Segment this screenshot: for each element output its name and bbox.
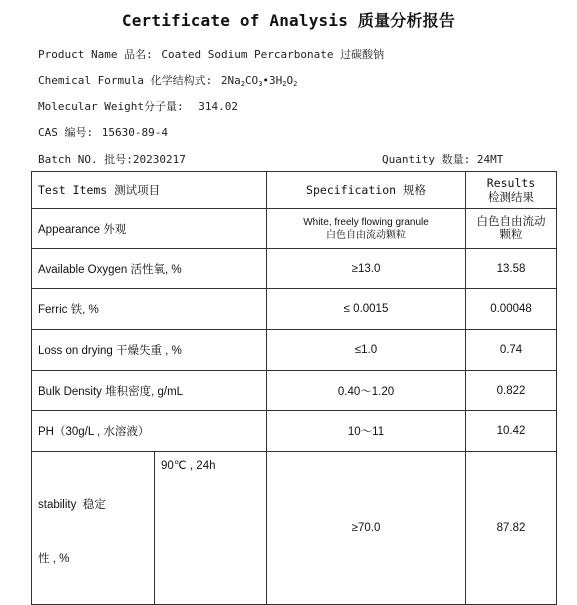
row-result: 87.82 [466, 452, 557, 605]
row-result: 0.00048 [466, 289, 557, 330]
row-spec: ≥70.0 [267, 452, 466, 605]
row-spec: White, freely flowing granule 白色自由流动颗粒 [267, 209, 466, 249]
product-name-label: Product Name 品名: [38, 48, 153, 61]
row-item: Ferric 铁, % [32, 289, 267, 330]
row-item: PH（30g/L , 水溶液） [32, 411, 267, 452]
table-row [32, 411, 557, 452]
quantity-label: Quantity 数量: [382, 153, 471, 166]
table-row [32, 289, 557, 330]
header-results: Results 检测结果 [466, 172, 557, 209]
row-spec: ≤ 0.0015 [267, 289, 466, 330]
table-row [32, 249, 557, 289]
row-spec: 10～11 [267, 411, 466, 452]
row-result: 13.58 [466, 249, 557, 289]
table-header-row [32, 172, 557, 209]
row-condition: 90℃ , 24h [155, 452, 267, 605]
row-spec: ≥13.0 [267, 249, 466, 289]
row-item: Bulk Density 堆积密度, g/mL [32, 371, 267, 411]
chemical-formula-value: $2Na_2CO_3•3H_2O_2$ [220, 74, 298, 88]
chemical-formula-label: Chemical Formula 化学结构式: [38, 74, 213, 87]
molecular-weight-label: Molecular Weight分子量: [38, 100, 184, 113]
header-specification: Specification 规格 [267, 172, 466, 209]
row-item: Appearance 外观 [32, 209, 267, 249]
table-row [32, 452, 557, 605]
analysis-table [31, 171, 557, 605]
row-item: Loss on drying 干燥失重 , % [32, 330, 267, 371]
molecular-weight-line [38, 98, 238, 114]
product-name-value: Coated Sodium Percarbonate 过碳酸钠 [161, 48, 385, 61]
row-result: 0.74 [466, 330, 557, 371]
chemical-formula-line [38, 72, 297, 88]
quantity-value: 24MT [476, 153, 504, 166]
table-row [32, 330, 557, 371]
molecular-weight-value: 314.02 [198, 100, 238, 113]
row-result: 10.42 [466, 411, 557, 452]
document-title: Certificate of Analysis 质量分析报告 [121, 11, 456, 30]
header-test-items: Test Items 测试项目 [32, 172, 267, 209]
table-row [32, 371, 557, 411]
row-spec: ≤1.0 [267, 330, 466, 371]
table-row [32, 209, 557, 249]
cas-number-value: 15630-89-4 [101, 126, 168, 139]
batch-number-value: 20230217 [132, 153, 186, 166]
row-item: stability 稳定 性 , % [32, 452, 155, 605]
cas-number-line [38, 124, 168, 140]
quantity-line [382, 151, 503, 167]
row-item: Available Oxygen 活性氧, % [32, 249, 267, 289]
cas-number-label: CAS 编号: [38, 126, 94, 139]
row-spec: 0.40～1.20 [267, 371, 466, 411]
product-name-line [38, 46, 384, 62]
batch-number-label: Batch NO. 批号: [38, 153, 133, 166]
row-result: 0.822 [466, 371, 557, 411]
batch-number-line [38, 151, 186, 167]
row-result: 白色自由流动颗粒 [466, 209, 557, 249]
